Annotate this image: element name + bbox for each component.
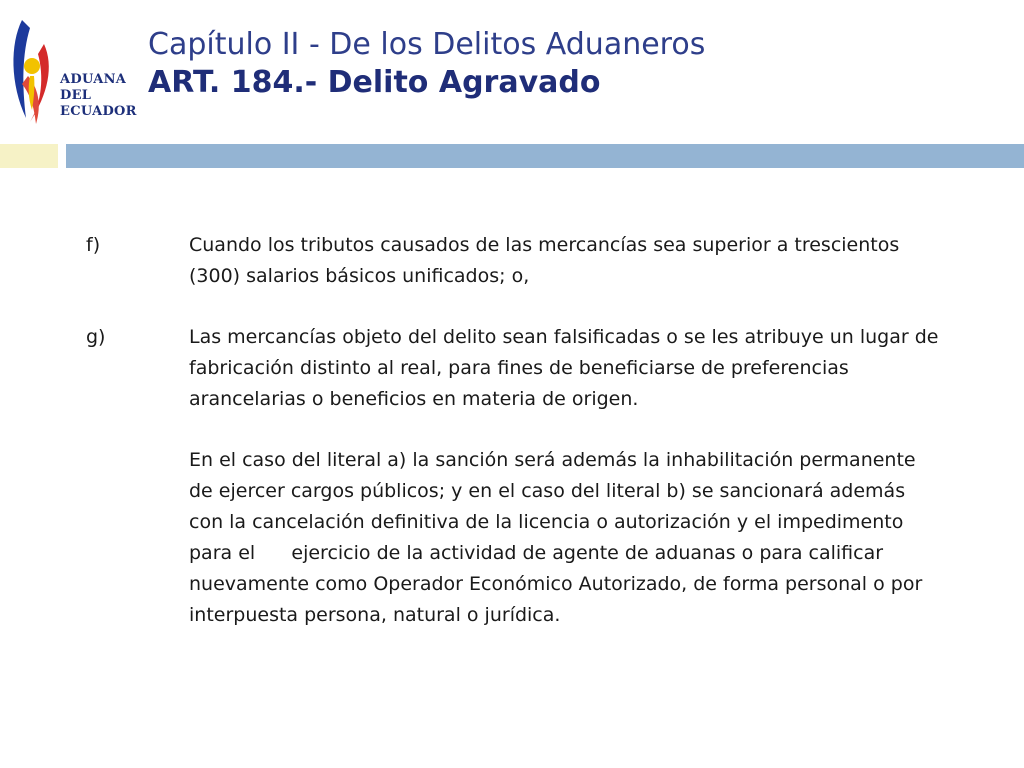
item-text-f (189, 230, 1009, 292)
closing-line: interpuesta persona, natural o jurídica. (189, 604, 561, 626)
closing-paragraph (189, 445, 1009, 631)
closing-line: nuevamente como Operador Económico Autorizado, de forma personal o por (189, 573, 923, 595)
article-title: ART. 184.- Delito Agravado (148, 65, 601, 100)
logo-text-line-2: DEL (60, 88, 92, 103)
closing-line: En el caso del literal a) la sanción será además la inhabilitación permanente (189, 449, 916, 471)
item-g-line: Las mercancías objeto del delito sean falsificadas o se les atribuye un lugar de (189, 326, 939, 348)
closing-line: de ejercer cargos públicos; y en el caso del literal b) se sancionará además (189, 480, 906, 502)
item-f-line: (300) salarios básicos unificados; o, (189, 265, 530, 287)
item-f-line: Cuando los tributos causados de las mercancías sea superior a trescientos (189, 234, 900, 256)
item-g-line: arancelarias o beneficios en materia de origen. (189, 388, 639, 410)
item-g-line: fabricación distinto al real, para fines de beneficiarse de preferencias (189, 357, 849, 379)
item-label-f: f) (86, 234, 101, 256)
chapter-title: Capítulo II - De los Delitos Aduaneros (148, 27, 706, 62)
item-text-g (189, 322, 1009, 415)
closing-line: para el ejercicio de la actividad de agente de aduanas o para calificar (189, 542, 884, 564)
logo-text-line-1: ADUANA (60, 72, 127, 87)
item-label-g: g) (86, 326, 106, 348)
logo-text-line-3: ECUADOR (60, 104, 137, 119)
closing-line: con la cancelación definitiva de la licencia o autorización y el impedimento (189, 511, 904, 533)
